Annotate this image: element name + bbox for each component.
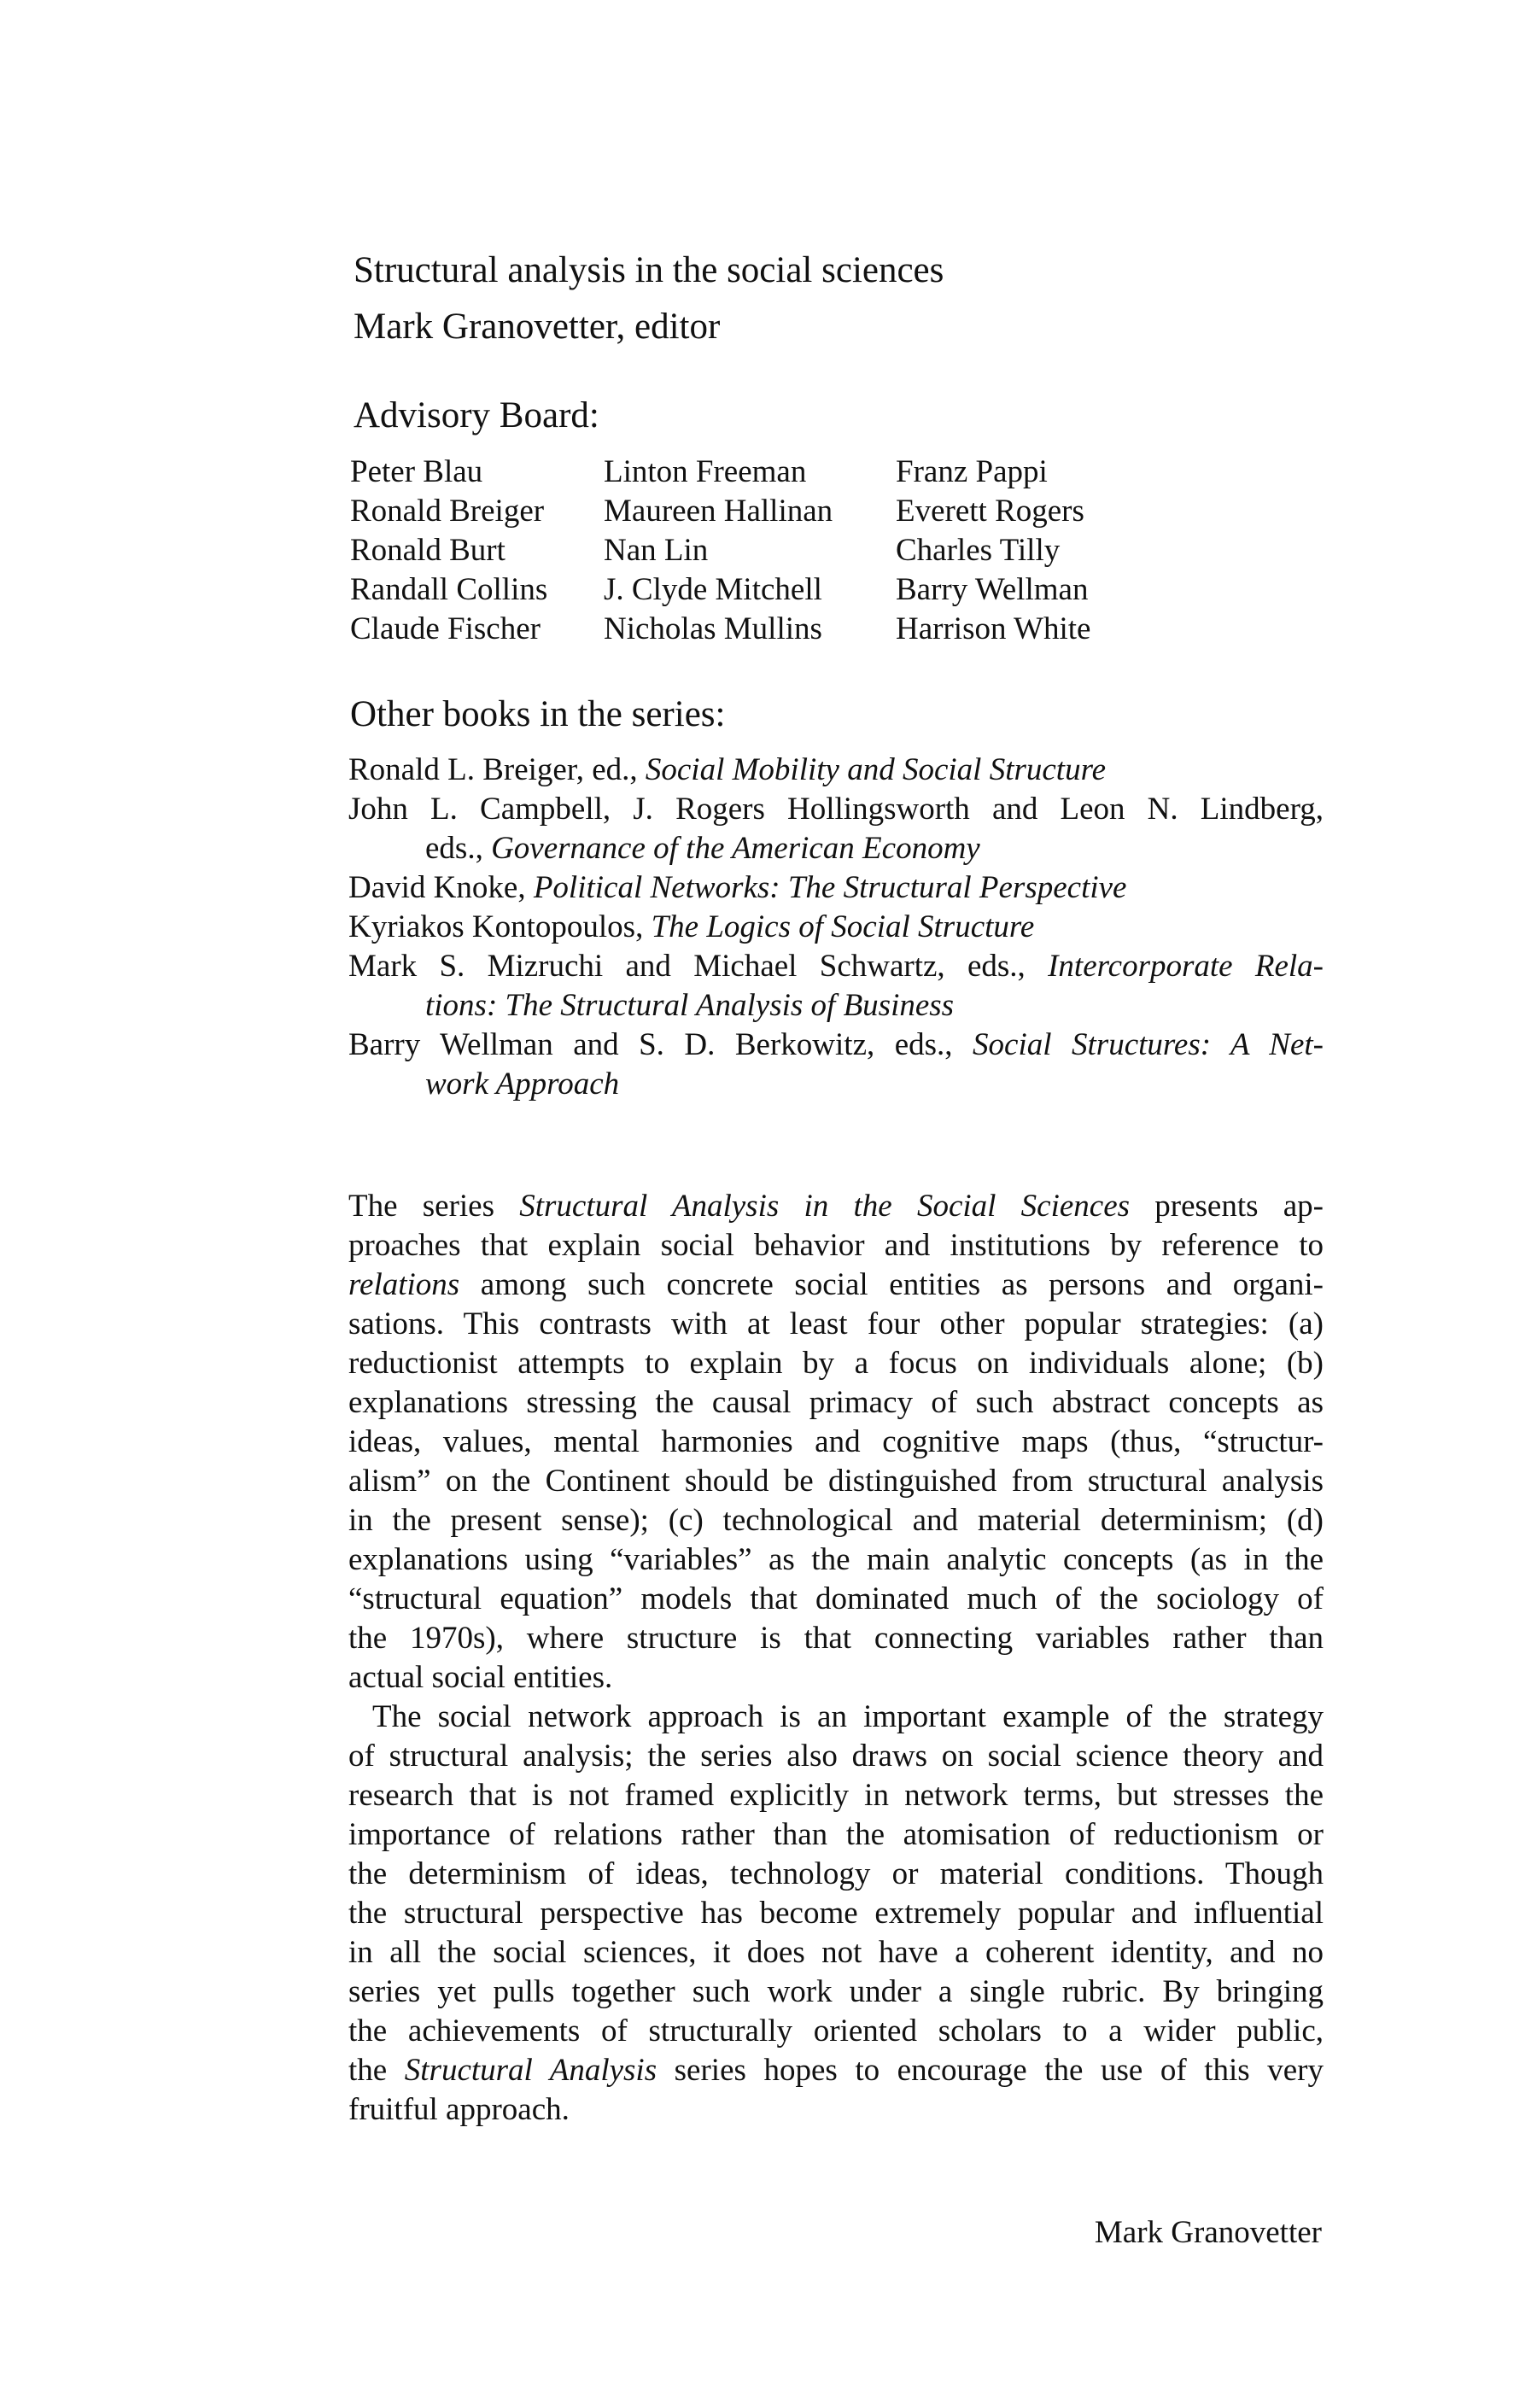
text: in the present sense); (c) technological and material determinism; (d) — [348, 1503, 1324, 1538]
paragraph-line — [348, 1855, 1324, 1894]
advisory-board-member: Claude Fischer — [350, 611, 541, 646]
advisory-board-row — [350, 453, 1119, 492]
advisory-board-member: Barry Wellman — [896, 572, 1089, 607]
book-entry-line — [348, 908, 1324, 947]
book-entry-line — [348, 751, 1324, 790]
paragraph-line — [348, 1815, 1324, 1855]
text: research that is not framed explicitly in network terms, but stresses the — [348, 1778, 1324, 1813]
advisory-board-member: Maureen Hallinan — [604, 494, 833, 529]
book-entry-line — [348, 790, 1324, 829]
text: series hopes to encourage the use of this very — [657, 2053, 1324, 2088]
paragraph-line — [348, 1187, 1324, 1226]
book-entry-line — [348, 986, 1324, 1026]
text: eds., — [425, 831, 492, 866]
book-entry-line — [348, 1065, 1324, 1104]
text: in all the social sciences, it does not have a coherent identity, and no — [348, 1935, 1324, 1970]
advisory-board-member: Nan Lin — [604, 533, 709, 568]
text: The social network approach is an important example of the strategy — [372, 1699, 1324, 1734]
advisory-board-member: Ronald Breiger — [350, 494, 545, 529]
other-books-heading: Other books in the series: — [350, 694, 726, 734]
advisory-board-member: Everett Rogers — [896, 494, 1084, 529]
text: series yet pulls together such work under a single rubric. By bringing — [348, 1974, 1324, 2009]
advisory-board-heading: Advisory Board: — [354, 395, 599, 435]
text: explanations stressing the causal primacy of such abstract concepts as — [348, 1385, 1324, 1420]
signature: Mark Granovetter — [1094, 2215, 1322, 2250]
paragraph-line — [348, 1973, 1324, 2012]
paragraph-line — [348, 1737, 1324, 1776]
other-books-list — [348, 751, 1324, 1104]
text: reductionist attempts to explain by a focus on individuals alone; (b) — [348, 1346, 1324, 1381]
text: “structural equation” models that dominated much of the sociology of — [348, 1581, 1324, 1616]
advisory-board-row — [350, 531, 1119, 570]
paragraph-line — [348, 1580, 1324, 1619]
text: sations. This contrasts with at least four other popular strategies: (a) — [348, 1306, 1324, 1341]
italic-title-text: Social Structures: A Net- — [973, 1027, 1324, 1062]
advisory-board-member: Franz Pappi — [896, 454, 1048, 489]
advisory-board-member: J. Clyde Mitchell — [604, 572, 822, 607]
advisory-board-member: Harrison White — [896, 611, 1091, 646]
paragraph-line — [348, 1658, 1324, 1698]
text: fruitful approach. — [348, 2092, 570, 2127]
book-entry-line — [348, 829, 1324, 868]
series-editor: Mark Granovetter, editor — [354, 307, 721, 347]
paragraph-line — [348, 1619, 1324, 1658]
text: actual social entities. — [348, 1660, 613, 1695]
advisory-board-row — [350, 492, 1119, 531]
text: alism” on the Continent should be distinguished from structural analysis — [348, 1464, 1324, 1499]
italic-title-text: Intercorporate Rela- — [1048, 949, 1324, 984]
text: John L. Campbell, J. Rogers Hollingsworth and Leon N. Lindberg, — [348, 792, 1324, 827]
text: presents ap- — [1130, 1189, 1324, 1224]
book-entry-line — [348, 868, 1324, 908]
italic-title-text: relations — [348, 1267, 460, 1302]
advisory-board-member: Randall Collins — [350, 572, 548, 607]
paragraph-line — [348, 2012, 1324, 2051]
paragraph-line — [348, 1540, 1324, 1580]
italic-title-text: tions: The Structural Analysis of Business — [425, 988, 955, 1023]
text: of structural analysis; the series also draws on social science theory and — [348, 1739, 1324, 1774]
text: The series — [348, 1189, 520, 1224]
text: ideas, values, mental harmonies and cognitive maps (thus, “structur- — [348, 1424, 1324, 1459]
paragraph-line — [348, 1776, 1324, 1815]
advisory-board-row — [350, 570, 1119, 610]
series-description-paragraph-1 — [348, 1187, 1324, 1698]
advisory-board-member: Peter Blau — [350, 454, 483, 489]
paragraph-line — [348, 1423, 1324, 1462]
text: among such concrete social entities as persons and organi- — [459, 1267, 1324, 1302]
text: the structural perspective has become extremely popular and influential — [348, 1896, 1324, 1931]
paragraph-line — [348, 2090, 1324, 2130]
text: Mark S. Mizruchi and Michael Schwartz, eds., — [348, 949, 1049, 984]
text: importance of relations rather than the atomisation of reductionism or — [348, 1817, 1324, 1852]
text: the achievements of structurally oriented scholars to a wider public, — [348, 2013, 1324, 2049]
book-entry-line — [348, 947, 1324, 986]
paragraph-line — [348, 2051, 1324, 2090]
paragraph-line — [348, 1265, 1324, 1305]
paragraph-line — [348, 1305, 1324, 1344]
text: the 1970s), where structure is that connecting variables rather than — [348, 1621, 1324, 1656]
text: Barry Wellman and S. D. Berkowitz, eds., — [348, 1027, 973, 1062]
italic-title-text: Social Mobility and Social Structure — [645, 752, 1107, 787]
book-entry-line — [348, 1026, 1324, 1065]
advisory-board-row — [350, 610, 1119, 649]
paragraph-line — [348, 1344, 1324, 1383]
text: Ronald L. Breiger, ed., — [348, 752, 646, 787]
paragraph-line — [348, 1383, 1324, 1423]
italic-title-text: Governance of the American Economy — [491, 831, 980, 866]
paragraph-line — [348, 1933, 1324, 1973]
series-title: Structural analysis in the social sciences — [354, 250, 944, 290]
advisory-board-table — [350, 453, 1119, 649]
advisory-board-member: Linton Freeman — [604, 454, 807, 489]
italic-title-text: work Approach — [425, 1067, 620, 1102]
advisory-board-member: Charles Tilly — [896, 533, 1061, 568]
text: proaches that explain social behavior and institutions by reference to — [348, 1228, 1324, 1263]
text: the determinism of ideas, technology or material conditions. Though — [348, 1856, 1324, 1891]
advisory-board-member: Ronald Burt — [350, 533, 506, 568]
text: Kyriakos Kontopoulos, — [348, 909, 652, 944]
text: David Knoke, — [348, 870, 534, 905]
paragraph-line — [348, 1462, 1324, 1501]
italic-title-text: Political Networks: The Structural Perspective — [533, 870, 1127, 905]
paragraph-line — [348, 1501, 1324, 1540]
text: explanations using “variables” as the main analytic concepts (as in the — [348, 1542, 1324, 1577]
paragraph-line — [348, 1698, 1324, 1737]
italic-title-text: The Logics of Social Structure — [651, 909, 1035, 944]
text: the — [348, 2053, 405, 2088]
italic-title-text: Structural Analysis — [404, 2053, 657, 2088]
paragraph-line — [348, 1894, 1324, 1933]
italic-title-text: Structural Analysis in the Social Sciences — [519, 1189, 1131, 1224]
paragraph-line — [348, 1226, 1324, 1265]
advisory-board-member: Nicholas Mullins — [604, 611, 822, 646]
series-description-paragraph-2 — [348, 1698, 1324, 2130]
